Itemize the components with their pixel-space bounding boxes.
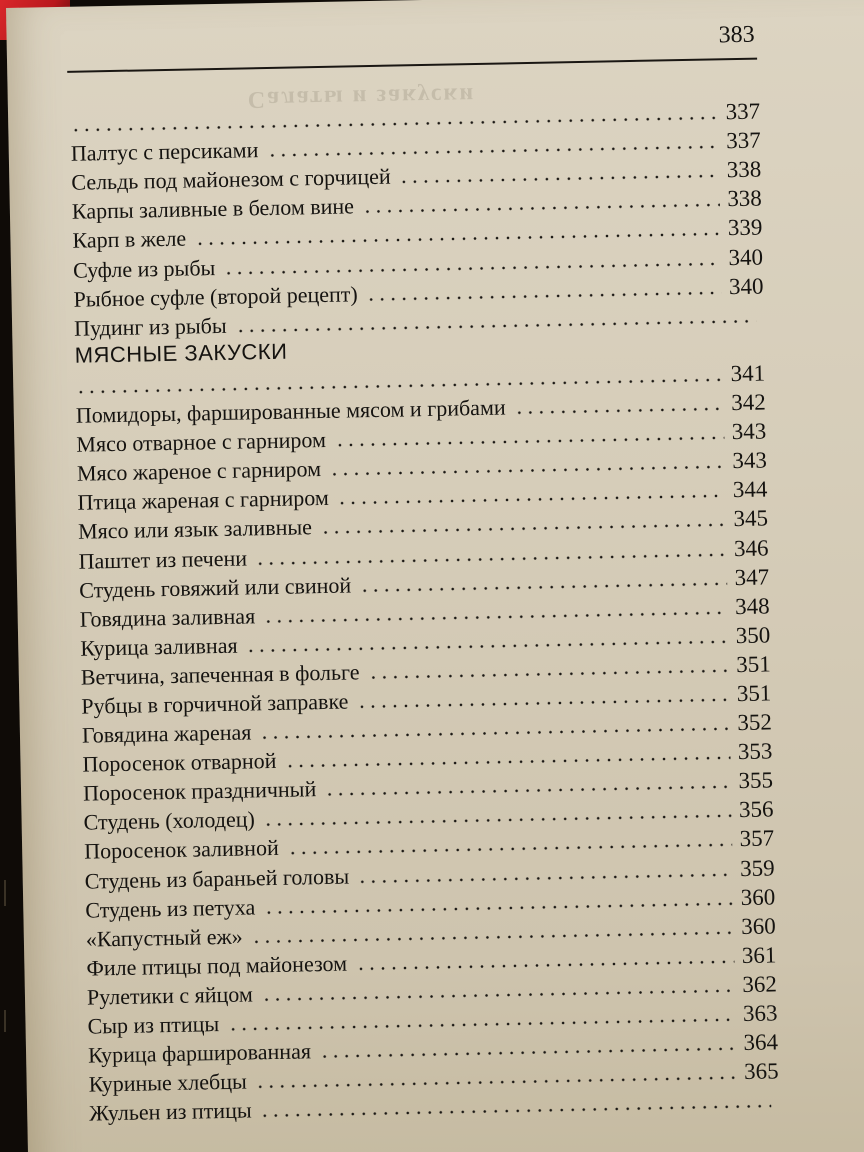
toc-entry-title: Студень (холодец) xyxy=(83,806,256,836)
toc-entry-page: 343 xyxy=(732,447,768,474)
toc-entry-page: 365 xyxy=(743,1058,779,1085)
toc-entry-title: Палтус с персиками xyxy=(70,137,259,166)
toc-entry-page: 361 xyxy=(741,942,777,968)
toc-entry-page: 338 xyxy=(727,185,763,212)
toc-entry-title: Сыр из птицы xyxy=(87,1011,220,1039)
toc-entry-page: 363 xyxy=(742,1000,778,1027)
toc-entry-title: Курица фаршированная xyxy=(87,1038,312,1068)
book-page xyxy=(6,0,864,1152)
toc-fish-entries xyxy=(70,94,764,340)
toc-entry-title: Паштет из печени xyxy=(78,544,248,574)
toc-entry-page: 357 xyxy=(739,825,775,852)
toc-entry-title: Мясо или язык заливные xyxy=(77,514,313,545)
toc-entry-title: Мясо отварное с гарниром xyxy=(76,427,327,457)
toc-entry-title: Рубцы в горчичной заправке xyxy=(81,688,349,719)
toc-entry-page: 360 xyxy=(741,913,776,939)
toc-entry-title: Поросенок праздничный xyxy=(82,776,317,806)
toc-entry-page: 340 xyxy=(728,244,764,270)
dot-leader xyxy=(514,407,724,414)
toc-entry-page: 342 xyxy=(730,389,766,416)
toc-entry-title: Студень из бараньей головы xyxy=(84,863,350,894)
toc-entry-page: 340 xyxy=(728,273,764,299)
toc-entry-title: Рыбное суфле (второй рецепт) xyxy=(73,280,358,312)
toc-entry-title: Студень говяжий или свиной xyxy=(78,572,352,603)
toc-meat-entries xyxy=(75,355,779,1125)
toc-entry-title: Птица жареная с гарниром xyxy=(77,485,330,516)
toc-entry-page: 351 xyxy=(736,680,772,707)
toc-entry-title: Пудинг из рыбы xyxy=(73,312,227,341)
table-of-contents xyxy=(70,94,779,1125)
toc-entry-title: Куриные хлебцы xyxy=(88,1068,247,1097)
toc-entry-title: «Капустный еж» xyxy=(85,923,243,952)
toc-entry-title: Рулетики с яйцом xyxy=(86,981,254,1010)
toc-entry-page: 338 xyxy=(726,156,762,183)
toc-entry-page: 359 xyxy=(739,854,775,881)
toc-entry-page: 346 xyxy=(733,534,769,561)
toc-entry-page: 345 xyxy=(733,505,769,532)
toc-entry-title: Сельдь под майонезом с горчицей xyxy=(71,163,391,196)
toc-entry-page: 356 xyxy=(738,796,774,823)
toc-entry-title: Поросенок отварной xyxy=(82,748,277,777)
toc-entry-page: 347 xyxy=(734,564,770,590)
toc-entry-page: 364 xyxy=(743,1029,779,1056)
toc-entry-title: Суфле из рыбы xyxy=(72,254,216,283)
toc-entry-page: 352 xyxy=(737,709,773,736)
toc-entry-title: Говядина заливная xyxy=(79,603,256,632)
toc-entry-page: 348 xyxy=(734,593,770,619)
toc-entry-page: 343 xyxy=(731,418,767,445)
page-number: 383 xyxy=(718,21,755,49)
toc-entry-page: 344 xyxy=(732,476,768,503)
toc-entry-title: Мясо жареное с гарниром xyxy=(76,456,322,486)
toc-entry-title: Карпы заливные в белом вине xyxy=(71,193,355,225)
toc-entry-title: Студень из петуха xyxy=(85,894,256,923)
toc-entry-page: 355 xyxy=(738,767,774,794)
toc-entry-page: 350 xyxy=(735,622,771,648)
toc-entry-title: Жульен из птицы xyxy=(88,1097,252,1126)
toc-entry-page: 362 xyxy=(742,971,778,997)
toc-entry-title: Курица заливная xyxy=(80,632,238,661)
toc-entry-page: 337 xyxy=(725,127,761,154)
show-through-heading: Салаты и закуски xyxy=(247,82,476,113)
toc-entry-page: 351 xyxy=(735,651,771,677)
toc-entry-title: Говядина жареная xyxy=(81,719,252,748)
toc-entry-page: 341 xyxy=(730,360,766,387)
toc-entry-title: Поросенок заливной xyxy=(83,835,279,865)
toc-entry-page: 339 xyxy=(727,214,763,241)
toc-entry-page: 353 xyxy=(737,738,773,765)
toc-entry-title: Ветчина, запеченная в фольге xyxy=(80,659,360,690)
dot-leader xyxy=(260,1105,772,1118)
section-heading: МЯСНЫЕ ЗАКУСКИ xyxy=(74,338,288,368)
page-edge-marks xyxy=(0,880,14,1040)
toc-entry-page: 360 xyxy=(740,884,776,910)
toc-entry-title: Филе птицы под майонезом xyxy=(86,950,348,981)
header-rule xyxy=(67,58,757,73)
toc-entry-title: Помидоры, фаршированные мясом и грибами xyxy=(75,394,506,428)
toc-entry-page: 337 xyxy=(725,98,761,125)
toc-entry-title: Карп в желе xyxy=(72,226,187,254)
